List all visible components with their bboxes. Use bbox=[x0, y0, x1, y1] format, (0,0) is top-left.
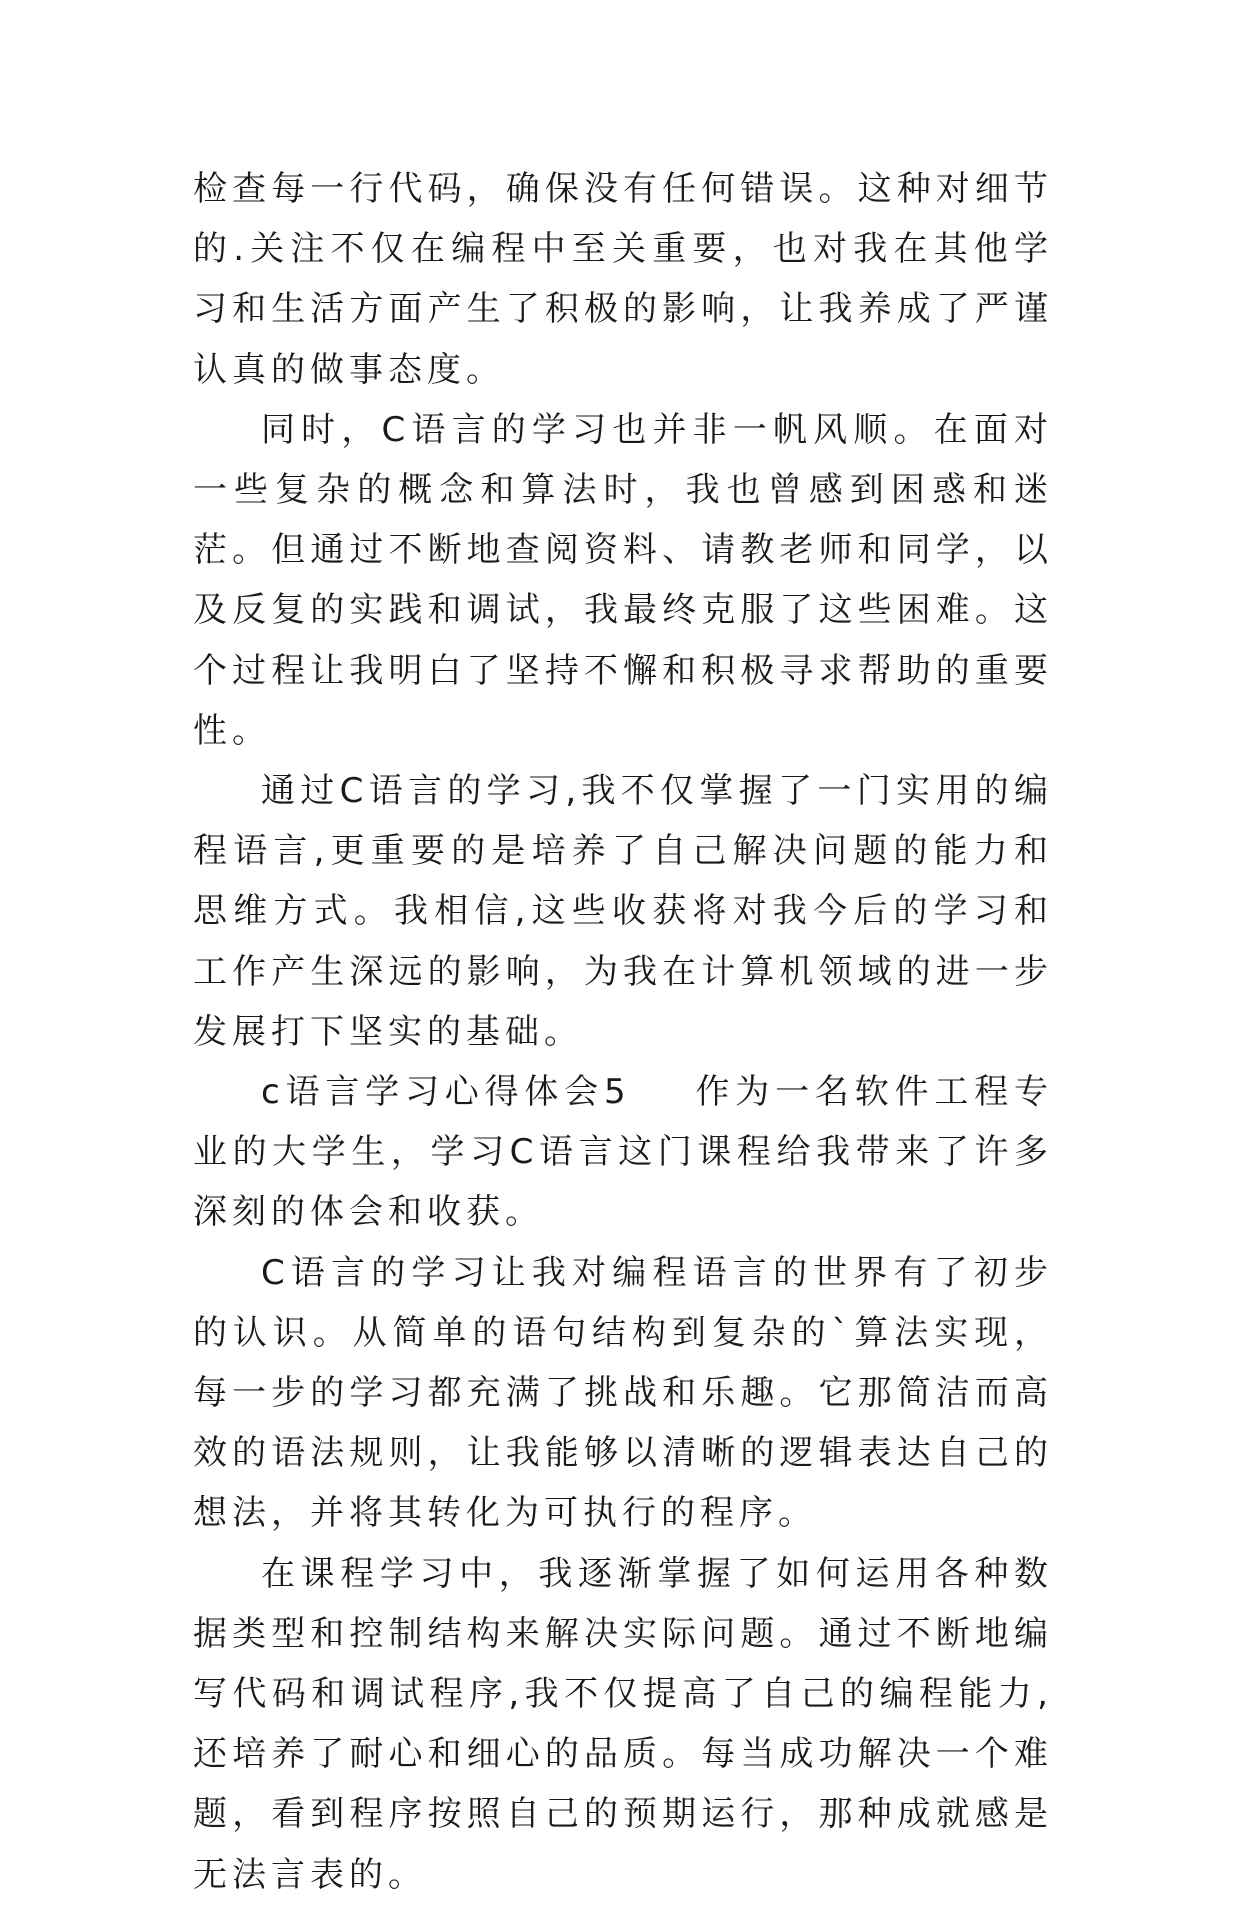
paragraph-1: 检查每一行代码，确保没有任何错误。这种对细节的.关注不仅在编程中至关重要，也对我在其他学习和生活方面产生了积极的影响，让我养成了严谨认真的做事态度。 bbox=[193, 169, 1053, 390]
paragraph-5: C语言的学习让我对编程语言的世界有了初步的认识。从简单的语句结构到复杂的`算法实现，每一步的学习都充满了挑战和乐趣。它那简洁而高效的语法规则，让我能够以清晰的逻辑表达自己的想法，并将其转化为可执行的程序。 bbox=[193, 1252, 1053, 1534]
section-intro-text: 作为一名软件工程专业的大学生，学习C语言这门课程给我带来了许多深刻的体会和收获。 bbox=[193, 1072, 1054, 1233]
paragraph-3: 通过C语言的学习,我不仅掌握了一门实用的编程语言,更重要的是培养了自己解决问题的能力和思维方式。我相信,这些收获将对我今后的学习和工作产生深远的影响，为我在计算机领域的进一步发展打下坚实的基础。 bbox=[193, 771, 1053, 1052]
document-body bbox=[193, 159, 1053, 1905]
section-heading: c语言学习心得体会5 bbox=[261, 1072, 631, 1113]
paragraph-6: 在课程学习中，我逐渐掌握了如何运用各种数据类型和控制结构来解决实际问题。通过不断地编写代码和调试程序,我不仅提高了自己的编程能力,还培养了耐心和细心的品质。每当成功解决一个难题，看到程序按照自己的预期运行，那种成就感是无法言表的。 bbox=[193, 1553, 1053, 1895]
section-paragraph bbox=[193, 1062, 1053, 1243]
paragraph-2: 同时，C语言的学习也并非一帆风顺。在面对一些复杂的概念和算法时，我也曾感到困惑和迷茫。但通过不断地查阅资料、请教老师和同学，以及反复的实践和调试，我最终克服了这些困难。这个过程让我明白了坚持不懈和积极寻求帮助的重要性。 bbox=[193, 409, 1053, 751]
